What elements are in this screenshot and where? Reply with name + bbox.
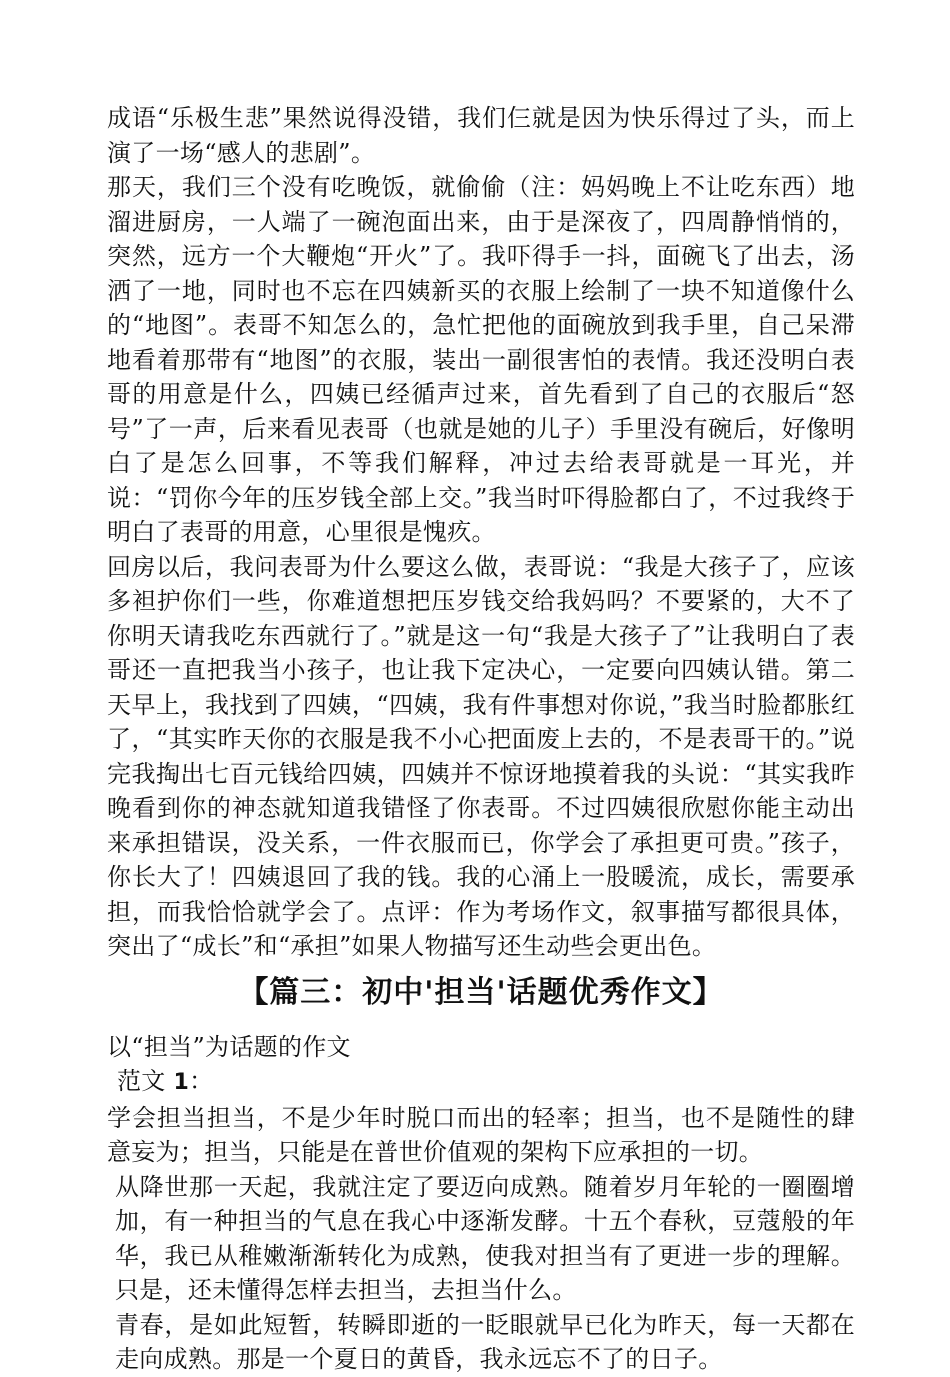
section-heading: 【篇三：初中'担当'话题优秀作文】 — [238, 974, 724, 1010]
sample-label-text: 范文 — [117, 1067, 166, 1095]
paragraph-kitchen-story: 那天，我们三个没有吃晚饭，就偷偷（注：妈妈晚上不让吃东西）地溜进厨房，一人端了一碗泡面出来，由于是深夜了，四周静悄悄的，突然，远方一个大鞭炮“开火”了。我吓得手一抖，面碗飞了出去，汤洒了一地，同时也不忘在四姨新买的衣服上绘制了一块不知道像什么的“地图”。表哥不知怎么的，急忙把他的面碗放到我手里，自己呆滞地看着那带有“地图”的衣服，装出一副很害怕的表情。我还没明白表哥的用意是什么，四姨已经循声过来，首先看到了自己的衣服后“怒号”了一声，后来看见表哥（也就是她的儿子）手里没有碗后，好像明白了是怎么回事，不等我们解释，冲过去给表哥就是一耳光，并说：“罚你今年的压岁钱全部上交。”我当时吓得脸都白了，不过我终于明白了表哥的用意，心里很是愧疚。 — [107, 173, 855, 546]
paragraph-youth: 青春，是如此短暂，转瞬即逝的一眨眼就早已化为昨天，每一天都在走向成熟。那是一个夏日的黄昏，我永远忘不了的日子。 — [115, 1310, 855, 1373]
paragraph-confession: 回房以后，我问表哥为什么要这么做，表哥说：“我是大孩子了，应该多袒护你们一些，你难道想把压岁钱交给我妈吗？不要紧的，大不了你明天请我吃东西就行了。”就是这一句“我是大孩子了”让我明白了表哥还一直把我当小孩子，也让我下定决心，一定要向四姨认错。第二天早上，我找到了四姨，“四姨，我有件事想对你说，”我当时脸都胀红了，“其实昨天你的衣服是我不小心把面废上去的，不是表哥干的。”说完我掏出七百元钱给四姨，四姨并不惊讶地摸着我的头说：“其实我昨晚看到你的神态就知道我错怪了你表哥。不过四姨很欣慰你能主动出来承担错误，没关系，一件衣服而已，你学会了承担更可贵。”孩子，你长大了！四姨退回了我的钱。我的心涌上一股暖流，成长，需要承担，而我恰恰就学会了。点评：作为考场作文，叙事描写都很具体，突出了“成长”和“承担”如果人物描写还生动些会更出色。 — [107, 552, 855, 960]
paragraph-definition: 学会担当担当，不是少年时脱口而出的轻率；担当，也不是随性的肆意妄为；担当，只能是在普世价值观的架构下应承担的一切。 — [107, 1103, 855, 1166]
topic-line: 以“担当”为话题的作文 — [107, 1032, 351, 1061]
sample-colon: ： — [189, 1067, 214, 1095]
document-page — [107, 101, 855, 1377]
sample-number: 1 — [173, 1070, 190, 1095]
paragraph-idiom-intro: 成语“乐极生悲”果然说得没错，我们仨就是因为快乐得过了头，而上演了一场“感人的悲剧”。 — [107, 104, 855, 167]
paragraph-maturity: 从降世那一天起，我就注定了要迈向成熟。随着岁月年轮的一圈圈增加，有一种担当的气息在我心中逐渐发酵。十五个春秋，豆蔻般的年华，我已从稚嫩渐渐转化为成熟，使我对担当有了更进一步的理解。只是，还未懂得怎样去担当，去担当什么。 — [115, 1172, 855, 1304]
sample-label — [107, 1064, 855, 1101]
